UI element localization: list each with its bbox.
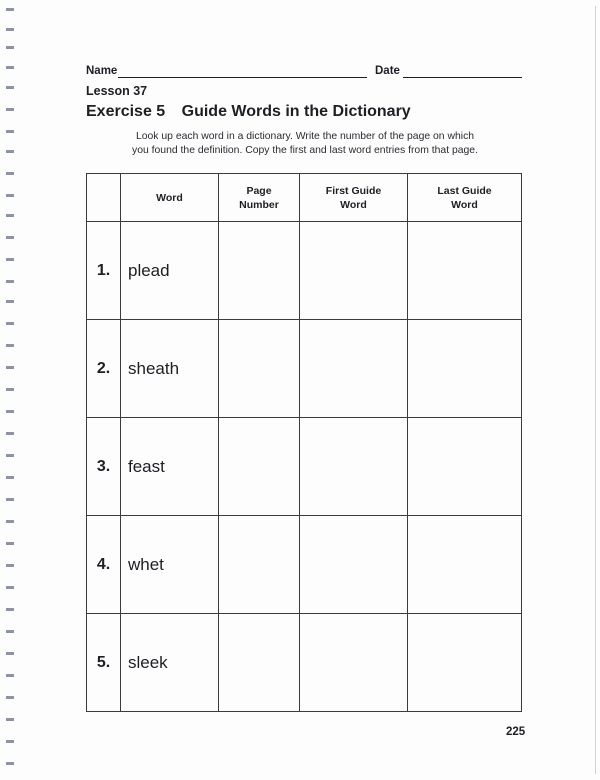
exercise-title [86, 103, 411, 121]
first-guide-word-cell[interactable] [300, 222, 408, 320]
row-word: plead [121, 222, 219, 320]
page-edge [595, 6, 596, 774]
instructions [100, 130, 510, 158]
row-number: 3. [87, 418, 121, 516]
table-row [87, 418, 522, 516]
last-guide-word-cell[interactable] [408, 614, 522, 712]
page-number-cell[interactable] [219, 614, 300, 712]
header-text: Word [451, 198, 478, 211]
name-label: Name [86, 65, 118, 77]
header-first-guide-word [300, 174, 408, 222]
header-word: Word [121, 174, 219, 222]
header-page-number [219, 174, 300, 222]
row-number: 5. [87, 614, 121, 712]
table-header-row [87, 174, 522, 222]
exercise-number: Exercise 5 [86, 103, 166, 120]
page-number: 225 [506, 726, 526, 738]
row-number: 2. [87, 320, 121, 418]
last-guide-word-cell[interactable] [408, 320, 522, 418]
instructions-line: you found the definition. Copy the first and last word entries from that page. [132, 145, 478, 156]
first-guide-word-cell[interactable] [300, 614, 408, 712]
table-row [87, 516, 522, 614]
table-row [87, 320, 522, 418]
first-guide-word-cell[interactable] [300, 320, 408, 418]
row-number: 1. [87, 222, 121, 320]
first-guide-word-cell[interactable] [300, 418, 408, 516]
header-text: Word [340, 198, 367, 211]
name-blank[interactable] [118, 77, 367, 78]
first-guide-word-cell[interactable] [300, 516, 408, 614]
row-number: 4. [87, 516, 121, 614]
row-word: feast [121, 418, 219, 516]
header-text: Last Guide [437, 184, 492, 197]
last-guide-word-cell[interactable] [408, 418, 522, 516]
header-text: Number [239, 198, 279, 211]
date-blank[interactable] [403, 77, 522, 78]
header-last-guide-word [408, 174, 522, 222]
page-number-cell[interactable] [219, 516, 300, 614]
name-date-line [86, 64, 526, 80]
last-guide-word-cell[interactable] [408, 222, 522, 320]
spiral-binding [2, 0, 16, 780]
instructions-line: Look up each word in a dictionary. Write the number of the page on which [135, 131, 475, 142]
last-guide-word-cell[interactable] [408, 516, 522, 614]
lesson-heading: Lesson 37 [86, 84, 148, 98]
table-row [87, 614, 522, 712]
page-number-cell[interactable] [219, 418, 300, 516]
header-text: Page [246, 184, 272, 197]
page-number-cell[interactable] [219, 320, 300, 418]
guide-words-table [86, 173, 522, 712]
row-word: whet [121, 516, 219, 614]
row-word: sheath [121, 320, 219, 418]
table-row [87, 222, 522, 320]
page-number-cell[interactable] [219, 222, 300, 320]
header-text: First Guide [325, 184, 382, 197]
date-label: Date [375, 65, 400, 77]
exercise-name: Guide Words in the Dictionary [181, 103, 411, 120]
row-word: sleek [121, 614, 219, 712]
header-number [87, 174, 121, 222]
